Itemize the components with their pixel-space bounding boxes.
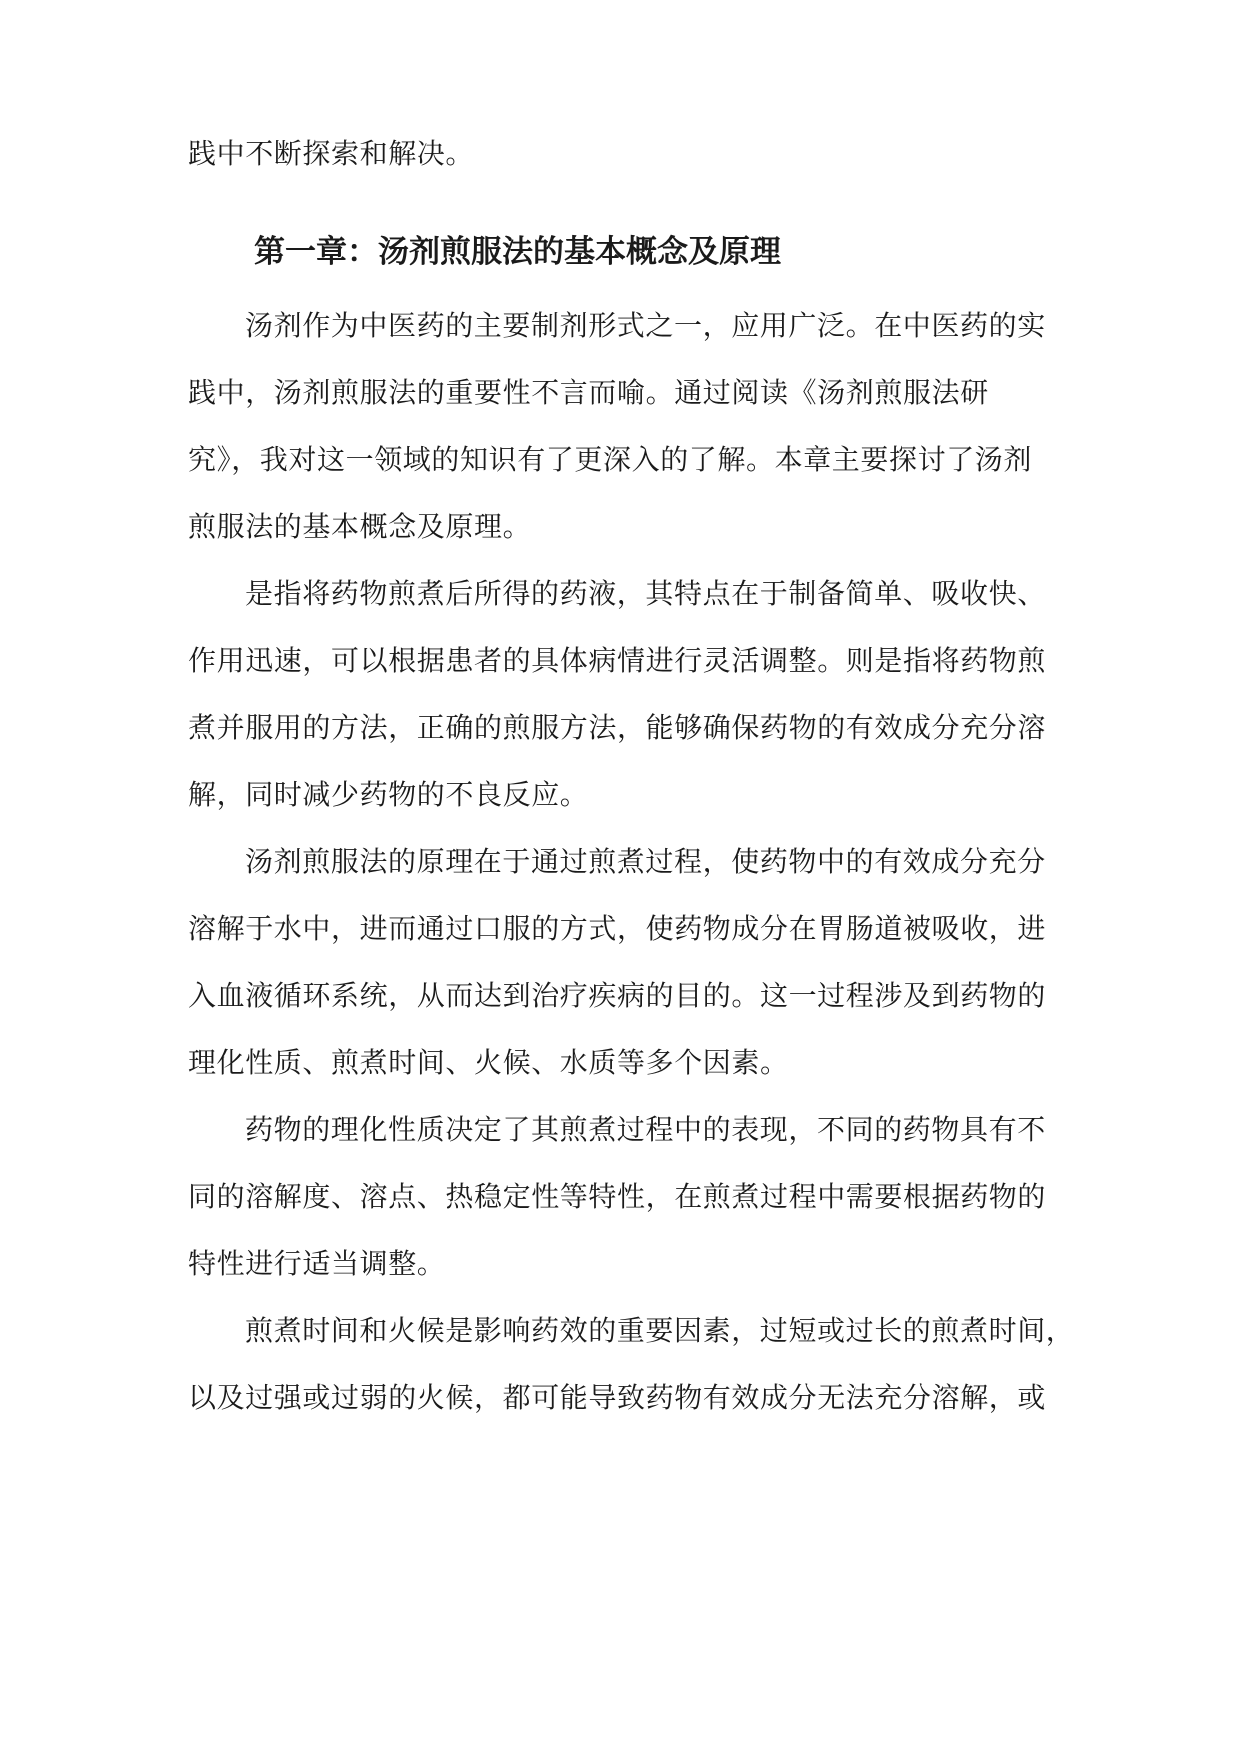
paragraph-1-line-4: 煎服法的基本概念及原理。 (188, 510, 532, 543)
paragraph-4-line-1: 药物的理化性质决定了其煎煮过程中的表现，不同的药物具有不 (245, 1113, 1046, 1146)
paragraph-2-line-3: 煮并服用的方法，正确的煎服方法，能够确保药物的有效成分充分溶 (188, 711, 1047, 744)
paragraph-2-line-2: 作用迅速，可以根据患者的具体病情进行灵活调整。则是指将药物煎 (188, 644, 1047, 677)
paragraph-4-line-3: 特性进行适当调整。 (188, 1247, 446, 1280)
paragraph-1-line-1: 汤剂作为中医药的主要制剂形式之一，应用广泛。在中医药的实 (245, 309, 1046, 342)
paragraph-3-line-1: 汤剂煎服法的原理在于通过煎煮过程，使药物中的有效成分充分 (245, 845, 1046, 878)
paragraph-3-line-4: 理化性质、煎煮时间、火候、水质等多个因素。 (188, 1046, 789, 1079)
paragraph-2-line-4: 解，同时减少药物的不良反应。 (188, 778, 589, 811)
chapter-heading: 第一章：汤剂煎服法的基本概念及原理 (254, 234, 781, 270)
paragraph-5-line-1: 煎煮时间和火候是影响药效的重要因素，过短或过长的煎煮时间， (245, 1314, 1075, 1347)
paragraph-1-line-3: 究》，我对这一领域的知识有了更深入的了解。本章主要探讨了汤剂 (188, 443, 1033, 476)
paragraph-3-line-2: 溶解于水中，进而通过口服的方式，使药物成分在胃肠道被吸收，进 (188, 912, 1047, 945)
text-line-continuation: 践中不断探索和解决。 (188, 137, 475, 170)
paragraph-2-line-1: 是指将药物煎煮后所得的药液，其特点在于制备简单、吸收快、 (245, 577, 1046, 610)
paragraph-4-line-2: 同的溶解度、溶点、热稳定性等特性，在煎煮过程中需要根据药物的 (188, 1180, 1047, 1213)
paragraph-3-line-3: 入血液循环系统，从而达到治疗疾病的目的。这一过程涉及到药物的 (188, 979, 1047, 1012)
paragraph-5-line-2: 以及过强或过弱的火候，都可能导致药物有效成分无法充分溶解，或 (188, 1381, 1047, 1414)
paragraph-1-line-2: 践中，汤剂煎服法的重要性不言而喻。通过阅读《汤剂煎服法研 (188, 376, 989, 409)
